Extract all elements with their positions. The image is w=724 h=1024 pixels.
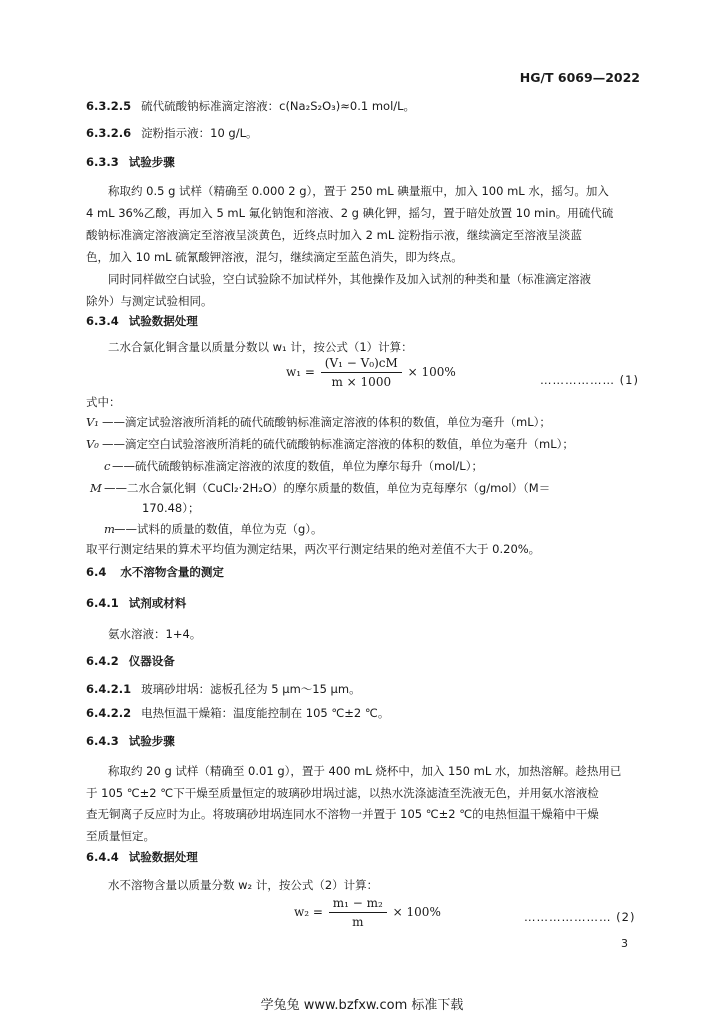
procedure-line: 同时同样做空白试验，空白试验除不加试样外，其他操作及加入试剂的种类和量（标准滴定溶液 xyxy=(108,272,591,286)
section-number: 6.3.3 xyxy=(86,155,119,169)
variable-desc: ——试料的质量的数值，单位为克（g）。 xyxy=(114,522,323,536)
variable-def xyxy=(86,414,551,430)
formula-lhs: w₁ = xyxy=(286,365,315,379)
section-number: 6.4.3 xyxy=(86,734,119,748)
leader-dots: ……………… xyxy=(540,373,615,387)
formula-2 xyxy=(294,896,441,929)
result-statement: 取平行测定结果的算术平均值为测定结果，两次平行测定结果的绝对差值不大于 0.20%。 xyxy=(86,542,541,556)
section-title: 仪器设备 xyxy=(128,654,175,668)
formula-fraction xyxy=(321,356,402,389)
procedure-line: 称取约 20 g 试样（精确至 0.01 g），置于 400 mL 烧杯中，加入 150 mL 水，加热溶解。趁热用已 xyxy=(108,764,622,778)
equation-label: (2) xyxy=(616,910,636,924)
section-heading-6-4-1 xyxy=(86,595,186,611)
variable-desc: ——硫代硫酸钠标准滴定溶液的浓度的数值，单位为摩尔每升（mol/L）； xyxy=(112,459,483,473)
formula-intro: 水不溶物含量以质量分数 w₂ 计，按公式（2）计算： xyxy=(108,878,379,892)
procedure-line: 除外）与测定试验相同。 xyxy=(86,294,213,308)
variable-def xyxy=(104,521,323,537)
formula-rhs: × 100% xyxy=(392,905,441,919)
formula-fraction xyxy=(329,896,387,929)
procedure-line: 酸钠标准滴定溶液滴定至溶液呈淡黄色，近终点时加入 2 mL 淀粉指示液，继续滴定至溶液呈淡蓝 xyxy=(86,228,582,242)
section-heading-6-4 xyxy=(86,564,224,580)
watermark-footer: 学兔兔 www.bzfxw.com 标准下载 xyxy=(260,998,464,1013)
where-label: 式中： xyxy=(86,395,121,409)
section-title: 试验数据处理 xyxy=(128,850,198,864)
section-heading-6-4-4 xyxy=(86,849,198,865)
formula-lhs: w₂ = xyxy=(294,905,323,919)
section-number: 6.4.2 xyxy=(86,654,119,668)
formula-denominator: m xyxy=(352,915,364,929)
section-number: 6.3.4 xyxy=(86,314,119,328)
clause-number: 6.3.2.6 xyxy=(86,126,132,140)
variable-symbol: V₀ xyxy=(86,437,99,451)
procedure-line: 色，加入 10 mL 硫氰酸钾溶液，混匀，继续滴定至蓝色消失，即为终点。 xyxy=(86,250,463,264)
procedure-line: 查无铜离子反应时为止。将玻璃砂坩埚连同水不溶物一并置于 105 ℃±2 ℃的电热恒温干燥箱中干燥 xyxy=(86,807,599,821)
variable-def xyxy=(104,458,483,474)
section-number: 6.4.4 xyxy=(86,850,119,864)
formula-2-leader xyxy=(524,910,635,924)
variable-symbol: m xyxy=(104,522,115,536)
variable-desc: ——二水合氯化铜（CuCl₂·2H₂O）的摩尔质量的数值，单位为克每摩尔（g/mol）（M＝ xyxy=(104,481,551,495)
section-title: 试验数据处理 xyxy=(128,314,198,328)
variable-symbol: V₁ xyxy=(86,415,99,429)
formula-1-leader xyxy=(540,373,639,387)
procedure-line: 于 105 ℃±2 ℃下干燥至质量恒定的玻璃砂坩埚过滤，以热水洗涤滤渣至洗液无色，并用氨水溶液检 xyxy=(86,786,599,800)
clause-text: 淀粉指示液：10 g/L。 xyxy=(141,126,258,140)
section-title: 试验步骤 xyxy=(128,155,175,169)
procedure-line: 至质量恒定。 xyxy=(86,829,155,843)
procedure-line: 4 mL 36%乙酸，再加入 5 mL 氟化钠饱和溶液、2 g 碘化钾，摇匀，置于暗处放置 10 min。用硫代硫 xyxy=(86,206,614,220)
section-heading-6-4-2 xyxy=(86,653,175,669)
variable-def xyxy=(90,480,550,496)
section-number: 6.4.1 xyxy=(86,596,119,610)
clause-6-3-2-6 xyxy=(86,125,258,141)
clause-text: 玻璃砂坩埚：滤板孔径为 5 μm～15 μm。 xyxy=(141,682,361,696)
formula-rhs: × 100% xyxy=(407,365,456,379)
variable-symbol: c xyxy=(104,459,111,473)
clause-6-3-2-5 xyxy=(86,98,415,114)
page-number: 3 xyxy=(621,937,628,950)
formula-numerator: m₁ − m₂ xyxy=(332,896,383,910)
section-heading-6-3-3 xyxy=(86,154,175,170)
clause-number: 6.4.2.1 xyxy=(86,682,132,696)
formula-numerator: (V₁ − V₀)cM xyxy=(324,356,398,370)
formula-intro: 二水合氯化铜含量以质量分数以 w₁ 计，按公式（1）计算： xyxy=(108,340,413,354)
variable-desc: 170.48）； xyxy=(142,501,200,515)
equation-label: (1) xyxy=(619,373,639,387)
standard-code: HG/T 6069—2022 xyxy=(519,70,640,85)
reagent-text: 氨水溶液：1+4。 xyxy=(108,627,202,641)
procedure-line: 称取约 0.5 g 试样（精确至 0.000 2 g），置于 250 mL 碘量瓶中，加入 100 mL 水，摇匀。加入 xyxy=(108,184,609,198)
formula-1 xyxy=(286,356,456,389)
clause-text: 电热恒温干燥箱：温度能控制在 105 ℃±2 ℃。 xyxy=(141,706,390,720)
section-heading-6-3-4 xyxy=(86,313,198,329)
variable-def xyxy=(86,436,574,452)
leader-dots: ………………… xyxy=(524,910,612,924)
variable-desc: ——滴定空白试验溶液所消耗的硫代硫酸钠标准滴定溶液的体积的数值，单位为毫升（mL）； xyxy=(102,437,574,451)
formula-denominator: m × 1000 xyxy=(331,375,392,389)
clause-number: 6.4.2.2 xyxy=(86,706,132,720)
section-title: 水不溶物含量的测定 xyxy=(120,565,224,579)
clause-6-4-2-2 xyxy=(86,705,389,721)
section-title: 试剂或材料 xyxy=(128,596,187,610)
variable-def-continued xyxy=(142,500,200,516)
clause-6-4-2-1 xyxy=(86,681,361,697)
section-heading-6-4-3 xyxy=(86,733,175,749)
section-title: 试验步骤 xyxy=(128,734,175,748)
clause-number: 6.3.2.5 xyxy=(86,99,132,113)
variable-desc: ——滴定试验溶液所消耗的硫代硫酸钠标准滴定溶液的体积的数值，单位为毫升（mL）； xyxy=(102,415,551,429)
section-number: 6.4 xyxy=(86,565,107,579)
clause-text: 硫代硫酸钠标准滴定溶液：c(Na₂S₂O₃)≈0.1 mol/L。 xyxy=(141,99,416,113)
variable-symbol: M xyxy=(90,481,102,495)
